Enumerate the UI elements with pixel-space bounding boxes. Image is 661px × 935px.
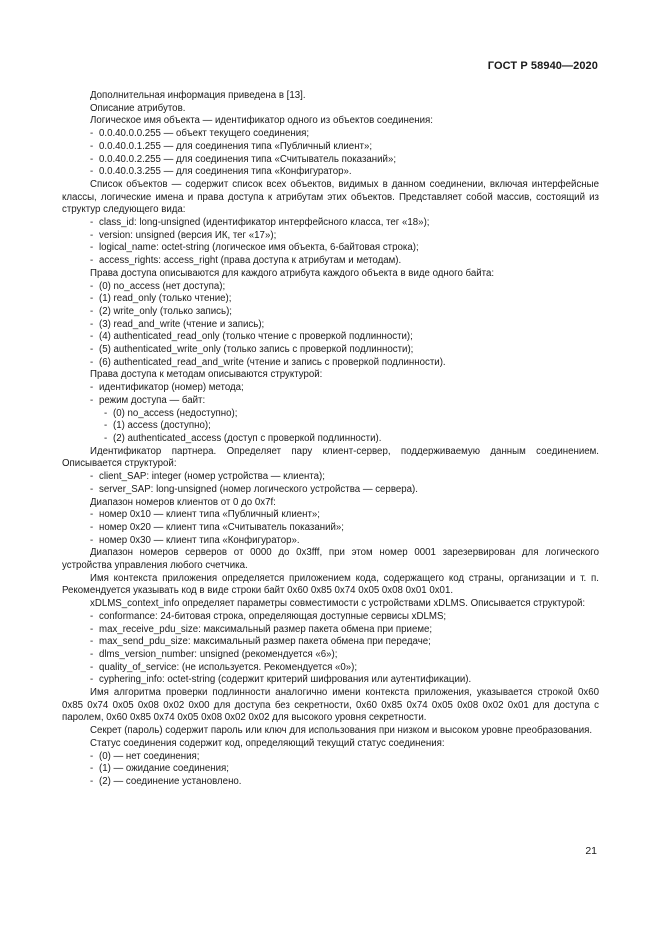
list-item	[71, 649, 599, 662]
list-item	[71, 255, 599, 268]
text: client_SAP: integer (номер устройства — клиента);	[99, 471, 325, 483]
paragraph	[62, 725, 599, 738]
paragraph	[62, 446, 599, 471]
text: 0.0.40.0.0.255 — объект текущего соединения;	[99, 128, 310, 140]
text: Логическое имя объекта — идентификатор одного из объектов соединения:	[90, 115, 433, 127]
text: Список объектов — содержит список всех объектов, видимых в данном соединении, включая интерфейсные классы, логические имена и права доступа к атрибутам этих объектов. Представляет собой массив, состоящий из структур следующего вида:	[62, 178, 599, 216]
text: (2) — соединение установлено.	[99, 775, 242, 787]
paragraph	[62, 738, 599, 751]
document-body	[62, 90, 599, 789]
text: Описание атрибутов.	[90, 102, 186, 114]
text: (0) no_access (недоступно);	[113, 407, 238, 419]
text: logical_name: octet-string (логическое имя объекта, 6-байтовая строка);	[99, 242, 419, 254]
list-dash: -	[90, 331, 94, 343]
list-item	[71, 357, 599, 370]
list-dash: -	[90, 356, 94, 368]
paragraph	[62, 90, 599, 103]
text: идентификатор (номер) метода;	[99, 382, 244, 394]
list-dash: -	[90, 674, 94, 686]
list-dash: -	[90, 229, 94, 241]
list-dash: -	[90, 623, 94, 635]
paragraph	[62, 268, 599, 281]
list-dash: -	[90, 128, 94, 140]
list-dash: -	[90, 140, 94, 152]
text: (1) access (доступно);	[113, 420, 211, 432]
list-item	[71, 471, 599, 484]
list-item	[71, 141, 599, 154]
nested-list-item	[71, 433, 599, 446]
text: Права доступа к методам описываются структурой:	[90, 369, 323, 381]
text: access_rights: access_right (права доступа к атрибутам и методам).	[99, 255, 402, 267]
list-item	[71, 636, 599, 649]
list-item	[71, 344, 599, 357]
list-item	[71, 306, 599, 319]
list-item	[71, 281, 599, 294]
list-item	[71, 522, 599, 535]
text: 0.0.40.0.3.255 — для соединения типа «Конфигуратор».	[99, 166, 352, 178]
list-dash: -	[90, 610, 94, 622]
text: (0) no_access (нет доступа);	[99, 280, 226, 292]
list-dash: -	[90, 471, 94, 483]
list-dash: -	[90, 750, 94, 762]
list-item	[71, 382, 599, 395]
list-dash: -	[90, 280, 94, 292]
list-dash: -	[90, 242, 94, 254]
list-dash: -	[104, 407, 108, 419]
list-item	[71, 763, 599, 776]
text: Дополнительная информация приведена в [13].	[90, 90, 306, 101]
text: 0.0.40.0.1.255 — для соединения типа «Публичный клиент»;	[99, 140, 373, 152]
paragraph	[62, 115, 599, 128]
list-dash: -	[90, 153, 94, 165]
list-item	[71, 674, 599, 687]
list-dash: -	[90, 382, 94, 394]
list-dash: -	[90, 775, 94, 787]
nested-list-item	[71, 408, 599, 421]
list-dash: -	[90, 763, 94, 775]
text: номер 0x20 — клиент типа «Считыватель показаний»;	[99, 521, 344, 533]
text: version: unsigned (версия ИК, тег «17»);	[99, 229, 277, 241]
text: Имя алгоритма проверки подлинности аналогично имени контекста приложения, указывается строкой 0x60 0x85 0x74 0x05 0x08 0x02 0x00 для доступа без секретности, 0x60 0x85 0x74 0x05 0x08 0x02 0x01 для доступа с паролем, 0x60 0x85 0x74 0x05 0x08 0x02 0x02 для высокого уровня секретности.	[62, 687, 599, 724]
list-dash: -	[90, 217, 94, 229]
text: conformance: 24-битовая строка, определяющая доступные сервисы xDLMS;	[99, 610, 447, 622]
list-dash: -	[90, 534, 94, 546]
text: Имя контекста приложения определяется приложением кода, содержащего код страны, организации и т. п. Рекомендуется указывать код в виде строки байт 0x60 0x85 0x74 0x05 0x08 0x01 0x01.	[62, 572, 599, 597]
text: Идентификатор партнера. Определяет пару клиент-сервер, поддерживаемую данным соединением. Описывается структурой:	[62, 445, 599, 470]
list-item	[71, 776, 599, 789]
text: Права доступа описываются для каждого атрибута каждого объекта в виде одного байта:	[90, 267, 495, 279]
text: server_SAP: long-unsigned (номер логического устройства — сервера).	[99, 483, 418, 495]
list-item	[71, 319, 599, 332]
list-item	[71, 217, 599, 230]
text: (1) read_only (только чтение);	[99, 293, 232, 305]
list-dash: -	[90, 661, 94, 673]
text: Диапазон номеров клиентов от 0 до 0x7f:	[90, 496, 276, 508]
text: Секрет (пароль) содержит пароль или ключ для использования при низком и высоком уровне преобразования.	[90, 725, 593, 737]
list-item	[71, 611, 599, 624]
text: dlms_version_number: unsigned (рекомендуется «6»);	[99, 648, 338, 660]
text: номер 0x30 — клиент типа «Конфигуратор».	[99, 534, 300, 546]
list-item	[71, 662, 599, 675]
list-item	[71, 154, 599, 167]
list-item	[71, 624, 599, 637]
nested-list-item	[71, 420, 599, 433]
list-item	[71, 128, 599, 141]
paragraph	[62, 103, 599, 116]
text: (5) authenticated_write_only (только запись с проверкой подлинности);	[99, 344, 414, 356]
list-item	[71, 751, 599, 764]
list-dash: -	[90, 344, 94, 356]
text: (1) — ожидание соединения;	[99, 763, 229, 775]
paragraph	[62, 598, 599, 611]
text: режим доступа — байт:	[99, 394, 206, 406]
paragraph	[62, 547, 599, 572]
list-dash: -	[104, 420, 108, 432]
text: номер 0x10 — клиент типа «Публичный клиент»;	[99, 509, 321, 521]
text: (4) authenticated_read_only (только чтение с проверкой подлинности);	[99, 331, 413, 343]
list-dash: -	[90, 636, 94, 648]
list-item	[71, 293, 599, 306]
text: Статус соединения содержит код, определяющий текущий статус соединения:	[90, 737, 445, 749]
list-item	[71, 484, 599, 497]
paragraph	[62, 573, 599, 598]
list-dash: -	[90, 509, 94, 521]
list-dash: -	[90, 394, 94, 406]
paragraph	[62, 369, 599, 382]
text: (6) authenticated_read_and_write (чтение и запись с проверкой подлинности).	[99, 356, 446, 368]
paragraph	[62, 179, 599, 217]
list-item	[71, 509, 599, 522]
text: quality_of_service: (не используется. Рекомендуется «0»);	[99, 661, 358, 673]
list-dash: -	[90, 293, 94, 305]
list-dash: -	[90, 318, 94, 330]
text: cyphering_info: octet-string (содержит критерий шифрования или аутентификации).	[99, 674, 472, 686]
text: max_receive_pdu_size: максимальный размер пакета обмена при приеме;	[99, 623, 433, 635]
text: max_send_pdu_size: максимальный размер пакета обмена при передаче;	[99, 636, 431, 648]
list-item	[71, 242, 599, 255]
paragraph	[62, 497, 599, 510]
list-item	[71, 230, 599, 243]
text: xDLMS_context_info определяет параметры совместимости с устройствами xDLMS. Описывается структурой:	[90, 598, 586, 610]
list-item	[71, 331, 599, 344]
text: (2) authenticated_access (доступ с проверкой подлинности).	[113, 432, 382, 444]
paragraph	[62, 687, 599, 725]
list-dash: -	[90, 305, 94, 317]
list-dash: -	[90, 521, 94, 533]
text: class_id: long-unsigned (идентификатор интерфейсного класса, тег «18»);	[99, 217, 430, 229]
list-dash: -	[90, 483, 94, 495]
list-item	[71, 166, 599, 179]
text: (0) — нет соединения;	[99, 750, 200, 762]
list-dash: -	[90, 648, 94, 660]
list-item	[71, 535, 599, 548]
list-item	[71, 395, 599, 408]
list-dash: -	[104, 432, 108, 444]
text: Диапазон номеров серверов от 0000 до 0x3fff, при этом номер 0001 зарезервирован для логического устройства управления любого счетчика.	[62, 547, 599, 572]
list-dash: -	[90, 255, 94, 267]
document-header: ГОСТ Р 58940—2020	[487, 60, 598, 72]
list-dash: -	[90, 166, 94, 178]
text: (2) write_only (только запись);	[99, 305, 232, 317]
page-number: 21	[585, 845, 597, 857]
text: (3) read_and_write (чтение и запись);	[99, 318, 265, 330]
text: 0.0.40.0.2.255 — для соединения типа «Считыватель показаний»;	[99, 153, 397, 165]
